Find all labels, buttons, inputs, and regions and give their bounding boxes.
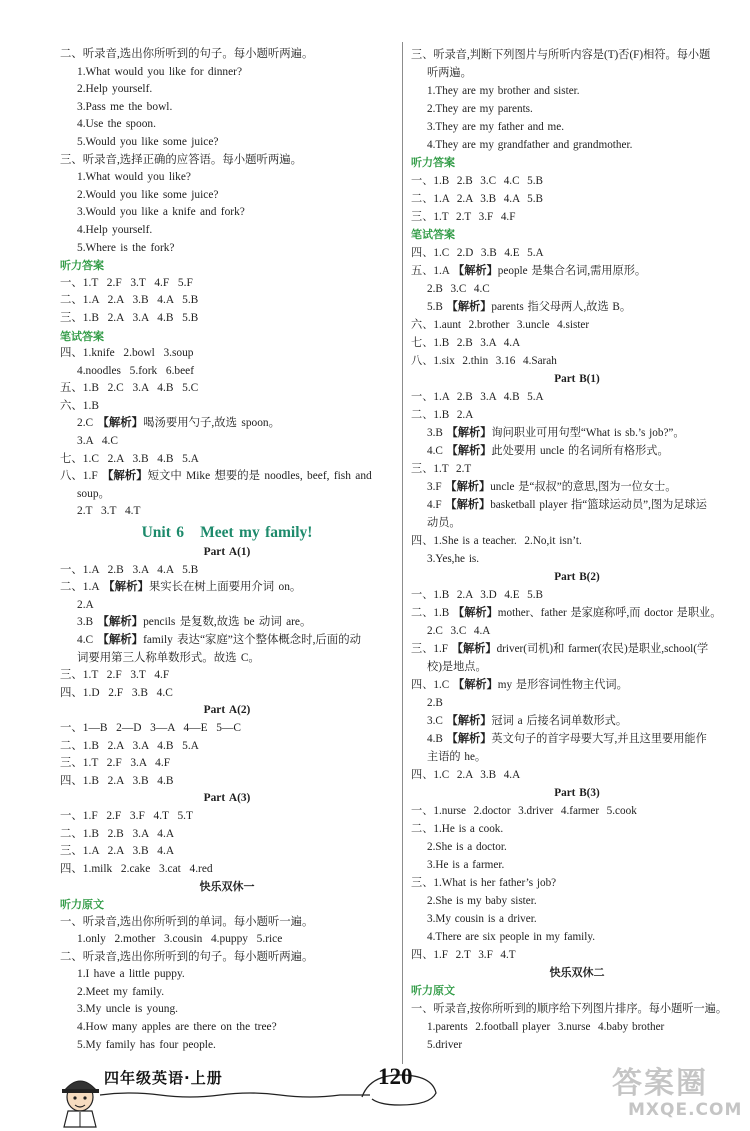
line-text: 听力原文 <box>60 897 104 911</box>
line-text: 3.They are my father and me. <box>427 121 565 133</box>
answer-line <box>60 720 394 738</box>
analysis-tag: 【解析】 <box>445 499 491 511</box>
answer-line <box>411 46 743 64</box>
line-text: 2.They are my parents. <box>427 103 533 115</box>
answer-subline <box>411 892 743 910</box>
analysis-tag: 【解析】 <box>97 616 144 629</box>
line-text: 三、听录音,选择正确的应答语。每小题听两遍。 <box>60 153 303 166</box>
line-text: 一、听录音,选出你所听到的单词。每小题听一遍。 <box>60 915 314 928</box>
answer-line <box>60 345 394 363</box>
line-text: 1.What would you like? <box>77 171 191 184</box>
part-heading <box>411 784 743 802</box>
answer-line <box>60 46 394 64</box>
answer-subline <box>411 622 743 640</box>
line-text: 一、听录音,按你所听到的顺序给下列图片排序。每小题听一遍。 <box>411 1003 728 1015</box>
answer-subline <box>60 81 394 99</box>
answer-number: 3.B <box>77 616 98 629</box>
answer-line <box>60 755 394 773</box>
line-text: 一、1—B 2—D 3—A 4—E 5—C <box>60 721 241 734</box>
answer-subline <box>411 928 743 946</box>
answer-number: 4.C <box>77 634 98 646</box>
watermark-logo: 答案圈 <box>612 1066 708 1101</box>
line-text: 一、1.T 2.F 3.T 4.F 5.F <box>60 276 193 289</box>
line-text: 七、1.C 2.A 3.B 4.B 5.A <box>60 452 199 465</box>
answer-subline <box>60 966 394 984</box>
answer-number: 3.F <box>427 481 446 493</box>
answer-number: 4.B <box>427 733 447 745</box>
answer-line <box>411 640 743 658</box>
answer-subline <box>60 363 394 381</box>
answer-subline <box>60 134 394 152</box>
column-divider <box>402 42 403 1064</box>
line-text: 三、1.T 2.F 3.A 4.F <box>60 757 171 770</box>
answer-subline <box>411 298 743 316</box>
page-number: 120 <box>378 1064 413 1089</box>
line-text: 短文中 Mike 想要的是 noodles, beef, fish and <box>147 470 372 483</box>
line-text: 二、1.B 2.A <box>411 409 474 421</box>
line-text: 一、1.B 2.A 3.D 4.E 5.B <box>411 589 544 601</box>
analysis-tag: 【解析】 <box>103 581 149 594</box>
line-text: 喝汤要用勺子,故选 spoon。 <box>143 417 281 430</box>
answer-line <box>411 766 743 784</box>
line-text: 3.Pass me the bowl. <box>77 100 173 113</box>
answer-line <box>411 460 743 478</box>
answer-subline <box>60 433 394 451</box>
line-text: driver(司机)和 farmer(农民)是职业,school(学 <box>496 643 709 655</box>
answer-subline <box>60 64 394 82</box>
line-text: 二、1.He is a cook. <box>411 823 504 835</box>
answer-line <box>60 292 394 310</box>
line-text: 一、1.B 2.B 3.C 4.C 5.B <box>411 175 544 187</box>
line-text: 四、1.She is a teacher. 2.No,it isn’t. <box>411 535 582 547</box>
analysis-tag: 【解析】 <box>453 679 498 691</box>
unit-heading <box>60 521 394 544</box>
answer-line <box>60 843 394 861</box>
answer-line <box>411 532 743 550</box>
line-text: 3.A 4.C <box>77 435 118 448</box>
line-text: 4.Use the spoon. <box>77 118 156 131</box>
answer-subline <box>60 169 394 187</box>
answer-line <box>60 468 394 486</box>
line-text: 六、1.aunt 2.brother 3.uncle 4.sister <box>411 319 590 331</box>
line-text: 1.parents 2.football player 3.nurse 4.baby brother <box>427 1021 665 1033</box>
answer-subline <box>411 730 743 748</box>
answer-subline <box>60 984 394 1002</box>
line-text: 五、1.B 2.C 3.A 4.B 5.C <box>60 382 199 395</box>
answer-subline <box>60 99 394 117</box>
line-text: 四、1.B 2.A 3.B 4.B <box>60 774 174 787</box>
part-heading <box>60 544 394 562</box>
analysis-tag: 【解析】 <box>446 427 492 439</box>
answer-subline <box>411 496 743 514</box>
answer-line <box>60 579 394 597</box>
answer-subline <box>60 597 394 615</box>
answer-number: 三、1.F <box>411 643 452 655</box>
line-text: 果实长在树上面要用介词 on。 <box>148 581 302 594</box>
answer-subline <box>411 64 743 82</box>
line-text: 二、听录音,选出你所听到的句子。每小题听两遍。 <box>60 950 314 963</box>
answer-line <box>60 861 394 879</box>
line-text: 5.driver <box>427 1039 463 1051</box>
answer-subline <box>411 424 743 442</box>
line-text: soup。 <box>77 487 110 500</box>
line-text: 四、1.F 2.T 3.F 4.T <box>411 949 516 961</box>
line-text: 4.There are six people in my family. <box>427 931 596 943</box>
answer-subline <box>411 1018 743 1036</box>
section-heading <box>60 896 394 914</box>
line-text: 2.C 3.C 4.A <box>427 625 491 637</box>
answer-line <box>411 316 743 334</box>
analysis-tag: 【解析】 <box>445 481 491 493</box>
answer-number: 4.C <box>427 445 447 457</box>
weekend-heading <box>411 964 743 982</box>
line-text: 4.They are my grandfather and grandmother. <box>427 139 633 151</box>
answer-subline <box>411 550 743 568</box>
answer-line <box>60 275 394 293</box>
line-text: 动员。 <box>427 517 461 529</box>
answer-subline <box>411 838 743 856</box>
answer-subline <box>411 856 743 874</box>
answer-subline <box>60 240 394 258</box>
section-heading <box>411 154 743 172</box>
part-heading <box>60 702 394 720</box>
answer-line <box>60 826 394 844</box>
line-text: pencils 是复数,故选 be 动词 are。 <box>143 616 312 629</box>
line-text: 2.Help yourself. <box>77 83 153 96</box>
line-text: 听力原文 <box>411 984 455 997</box>
line-text: 2.Would you like some juice? <box>77 188 219 201</box>
line-text: 四、1.milk 2.cake 3.cat 4.red <box>60 862 213 875</box>
answer-subline <box>411 910 743 928</box>
answer-line <box>60 310 394 328</box>
answer-number: 5.B <box>427 301 447 313</box>
answer-line <box>60 667 394 685</box>
answer-line <box>60 451 394 469</box>
line-text: 笔试答案 <box>60 329 104 343</box>
weekend-heading <box>60 878 394 896</box>
line-text: 5.My family has four people. <box>77 1038 216 1051</box>
answer-line <box>411 586 743 604</box>
line-text: 四、1.knife 2.bowl 3.soup <box>60 347 194 360</box>
answer-number: 二、1.A <box>60 581 104 594</box>
line-text: people 是集合名词,需用原形。 <box>497 265 647 277</box>
answer-subline <box>411 658 743 676</box>
answer-subline <box>411 478 743 496</box>
answer-line <box>411 208 743 226</box>
answer-subline <box>411 82 743 100</box>
line-text: 5.Would you like some juice? <box>77 135 219 148</box>
line-text: 三、听录音,判断下列图片与所听内容是(T)否(F)相符。每小题 <box>411 49 711 61</box>
answer-line <box>60 152 394 170</box>
section-heading <box>411 226 743 244</box>
answer-line <box>411 190 743 208</box>
answer-subline <box>60 204 394 222</box>
answer-line <box>411 604 743 622</box>
line-text: 听力答案 <box>60 259 104 273</box>
answer-subline <box>60 486 394 504</box>
answer-number: 3.C <box>427 715 447 727</box>
answer-number: 五、1.A <box>411 265 454 277</box>
line-text: Part A(2) <box>203 704 251 717</box>
line-text: 笔试答案 <box>411 228 455 241</box>
line-text: 二、听录音,选出你所听到的句子。每小题听两遍。 <box>60 48 314 60</box>
line-text: 二、1.A 2.A 3.B 4.A 5.B <box>60 294 199 307</box>
line-text: my 是形容词性物主代词。 <box>497 679 628 691</box>
answer-subline <box>60 187 394 205</box>
answer-number: 4.F <box>427 499 446 511</box>
line-text: 三、1.B 2.A 3.A 4.B 5.B <box>60 311 199 324</box>
section-heading <box>60 257 394 275</box>
section-heading <box>60 328 394 346</box>
line-text: 词要用第三人称单数形式。故选 C。 <box>77 651 260 664</box>
answer-number: 二、1.B <box>411 607 454 619</box>
line-text: mother、father 是家庭称呼,而 doctor 是职业。 <box>497 607 722 619</box>
analysis-tag: 【解析】 <box>446 733 492 745</box>
answer-subline <box>60 415 394 433</box>
answer-subline <box>60 222 394 240</box>
line-text: 一、1.nurse 2.doctor 3.driver 4.farmer 5.cook <box>411 805 637 817</box>
line-text: Unit 6 Meet my family! <box>141 524 313 542</box>
line-text: 四、1.C 2.A 3.B 4.A <box>411 769 521 781</box>
analysis-tag: 【解析】 <box>446 445 492 457</box>
line-text: Part B(3) <box>554 787 600 799</box>
answer-number: 八、1.F <box>60 470 103 483</box>
line-text: 三、1.What is her father’s job? <box>411 877 557 889</box>
line-text: 四、1.D 2.F 3.B 4.C <box>60 686 173 699</box>
answer-subline <box>60 632 394 650</box>
book-title: 四年级英语·上册 <box>104 1069 223 1087</box>
answer-line <box>60 949 394 967</box>
answer-subline <box>411 100 743 118</box>
line-text: 询问职业可用句型“What is sb.’s job?”。 <box>491 427 685 439</box>
answer-subline <box>60 503 394 521</box>
answer-subline <box>60 614 394 632</box>
line-text: 3.Would you like a knife and fork? <box>77 206 245 219</box>
line-text: 二、1.A 2.A 3.B 4.A 5.B <box>411 193 544 205</box>
line-text: 二、1.B 2.B 3.A 4.A <box>60 827 175 840</box>
answer-line <box>60 738 394 756</box>
answer-subline <box>60 116 394 134</box>
line-text: 三、1.T 2.F 3.T 4.F <box>60 669 170 682</box>
line-text: 3.My cousin is a driver. <box>427 913 537 925</box>
answer-subline <box>60 931 394 949</box>
answer-line <box>60 685 394 703</box>
answer-subline <box>411 748 743 766</box>
line-text: 2.She is a doctor. <box>427 841 507 853</box>
line-text: Part B(2) <box>554 571 600 583</box>
line-text: Part A(1) <box>203 546 251 559</box>
line-text: 3.Yes,he is. <box>427 553 480 565</box>
answer-line <box>60 914 394 932</box>
analysis-tag: 【解析】 <box>446 301 492 313</box>
answer-line <box>411 262 743 280</box>
line-text: 4.noodles 5.fork 6.beef <box>77 364 195 377</box>
line-text: 一、1.A 2.B 3.A 4.A 5.B <box>60 563 199 576</box>
line-text: Part B(1) <box>554 373 600 385</box>
answer-number: 2.C <box>77 417 98 430</box>
analysis-tag: 【解析】 <box>102 470 148 483</box>
answer-line <box>60 808 394 826</box>
mascot-illustration <box>62 1081 99 1127</box>
answer-line <box>411 676 743 694</box>
line-text: uncle 是“叔叔”的意思,图为一位女士。 <box>490 481 677 493</box>
answer-subline <box>411 514 743 532</box>
line-text: 四、1.C 2.D 3.B 4.E 5.A <box>411 247 544 259</box>
answer-subline <box>411 712 743 730</box>
answer-subline <box>60 1001 394 1019</box>
answer-line <box>60 562 394 580</box>
line-text: 2.T 3.T 4.T <box>77 505 141 518</box>
watermark-site: MXQE.COM <box>628 1100 743 1120</box>
analysis-tag: 【解析】 <box>451 643 497 655</box>
part-heading <box>60 790 394 808</box>
answer-line <box>411 334 743 352</box>
answer-subline <box>411 136 743 154</box>
answer-line <box>411 1000 743 1018</box>
answer-subline <box>60 650 394 668</box>
line-text: 主语的 he。 <box>427 751 487 763</box>
answer-number: 四、1.C <box>411 679 454 691</box>
line-text: 此处要用 uncle 的名词所有格形式。 <box>491 445 669 457</box>
answer-number: 3.B <box>427 427 447 439</box>
line-text: 1.I have a little puppy. <box>77 968 185 981</box>
line-text: 三、1.A 2.A 3.B 4.A <box>60 845 175 858</box>
line-text: 听两遍。 <box>427 67 472 79</box>
line-text: 4.Help yourself. <box>77 223 153 236</box>
line-text: 七、1.B 2.B 3.A 4.A <box>411 337 521 349</box>
line-text: 2.B 3.C 4.C <box>427 283 490 295</box>
line-text: basketball player 指“篮球运动员”,图为足球运 <box>490 499 707 511</box>
answer-line <box>60 398 394 416</box>
line-text: 一、1.F 2.F 3.F 4.T 5.T <box>60 809 193 822</box>
answer-line <box>411 244 743 262</box>
answer-line <box>411 874 743 892</box>
line-text: 冠词 a 后接名词单数形式。 <box>491 715 628 727</box>
line-text: 六、1.B <box>60 399 99 412</box>
line-text: 2.B <box>427 697 443 709</box>
analysis-tag: 【解析】 <box>446 715 492 727</box>
line-text: 3.He is a farmer. <box>427 859 505 871</box>
line-text: 三、1.T 2.T <box>411 463 472 475</box>
line-text: family 表达“家庭”这个整体概念时,后面的动 <box>143 634 361 646</box>
part-heading <box>411 568 743 586</box>
answer-line <box>411 946 743 964</box>
answer-line <box>411 406 743 424</box>
line-text: 听力答案 <box>411 156 455 169</box>
answer-line <box>60 773 394 791</box>
line-text: 2.Meet my family. <box>77 985 165 998</box>
answer-subline <box>411 694 743 712</box>
line-text: 英文句子的首字母要大写,并且这里要用能作 <box>491 733 707 745</box>
analysis-tag: 【解析】 <box>453 265 498 277</box>
answer-subline <box>411 280 743 298</box>
answer-line <box>411 172 743 190</box>
line-text: 1.What would you like for dinner? <box>77 65 243 78</box>
line-text: 2.A <box>77 598 94 611</box>
line-text: 4.How many apples are there on the tree? <box>77 1021 277 1034</box>
line-text: 快乐双休二 <box>549 966 605 979</box>
right-answer-column <box>411 46 743 1054</box>
analysis-tag: 【解析】 <box>97 634 144 646</box>
line-text: 3.My uncle is young. <box>77 1003 178 1016</box>
line-text: 2.She is my baby sister. <box>427 895 537 907</box>
part-heading <box>411 370 743 388</box>
left-answer-column <box>60 46 394 1054</box>
line-text: 1.only 2.mother 3.cousin 4.puppy 5.rice <box>77 933 283 946</box>
line-text: parents 指父母两人,故选 B。 <box>491 301 632 313</box>
answer-subline <box>411 118 743 136</box>
line-text: Part A(3) <box>203 792 251 805</box>
title-underline <box>100 1093 370 1097</box>
section-heading <box>411 982 743 1000</box>
answer-line <box>411 352 743 370</box>
analysis-tag: 【解析】 <box>97 417 144 430</box>
line-text: 快乐双休一 <box>199 880 255 894</box>
line-text: 一、1.A 2.B 3.A 4.B 5.A <box>411 391 544 403</box>
line-text: 二、1.B 2.A 3.A 4.B 5.A <box>60 739 199 752</box>
answer-line <box>411 820 743 838</box>
answer-line <box>60 380 394 398</box>
answer-line <box>411 388 743 406</box>
answer-subline <box>411 442 743 460</box>
answer-line <box>411 802 743 820</box>
line-text: 5.Where is the fork? <box>77 241 175 254</box>
line-text: 1.They are my brother and sister. <box>427 85 580 97</box>
line-text: 八、1.six 2.thin 3.16 4.Sarah <box>411 355 557 367</box>
line-text: 三、1.T 2.T 3.F 4.F <box>411 211 516 223</box>
line-text: 校)是地点。 <box>427 661 487 673</box>
analysis-tag: 【解析】 <box>453 607 498 619</box>
